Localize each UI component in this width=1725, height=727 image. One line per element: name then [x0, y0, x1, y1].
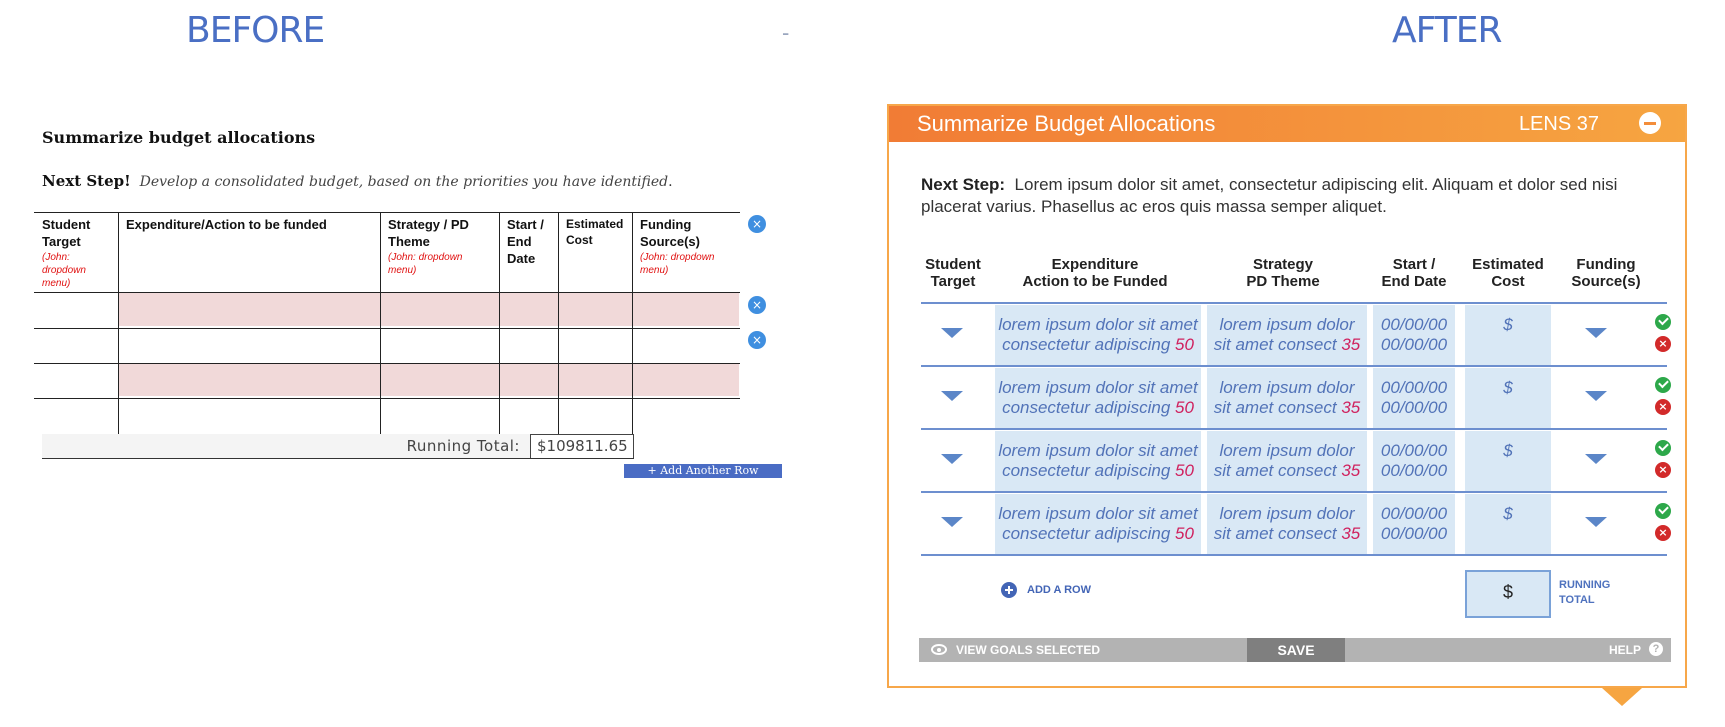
delete-row-icon[interactable]: ×	[1655, 336, 1671, 352]
cost-cell[interactable]: $	[1503, 315, 1513, 334]
remove-row-icon[interactable]: ×	[748, 296, 766, 314]
after-heading: AFTER	[1392, 10, 1502, 51]
confirm-row-icon[interactable]	[1655, 503, 1671, 519]
date-cell[interactable]: 00/00/00 00/00/00	[1380, 441, 1448, 480]
delete-row-icon[interactable]: ×	[1655, 462, 1671, 478]
next-step-label: Next Step:	[921, 175, 1006, 194]
cost-cell[interactable]: $	[1503, 378, 1513, 397]
save-button[interactable]: SAVE	[1247, 638, 1345, 662]
table-row-highlight	[119, 293, 739, 326]
column-header-cost: Estimated Cost	[1472, 256, 1544, 290]
after-next-step	[921, 174, 1651, 218]
strategy-cell[interactable]: lorem ipsum dolor sit amet consect 35	[1213, 441, 1361, 480]
next-step-text: Lorem ipsum dolor sit amet, consectetur adipiscing elit. Aliquam et dolor sed nisi placerat varius. Phasellus ac eros quis massa semper aliquet.	[921, 175, 1618, 216]
add-row-label: ADD A ROW	[1027, 584, 1091, 596]
student-target-dropdown-icon[interactable]	[941, 328, 963, 338]
collapse-icon[interactable]	[1639, 112, 1661, 134]
date-cell[interactable]: 00/00/00 00/00/00	[1380, 315, 1448, 354]
before-title: Summarize budget allocations	[42, 128, 316, 147]
running-total-value: $109811.65	[530, 434, 634, 458]
panel-pointer	[1602, 688, 1642, 706]
help-button[interactable]: HELP	[1608, 643, 1641, 657]
panel-footer	[919, 638, 1671, 662]
expenditure-cell[interactable]: lorem ipsum dolor sit amet consectetur adipiscing 50	[998, 378, 1198, 417]
column-header-student-target: Student Target	[925, 256, 981, 290]
remove-row-icon[interactable]: ×	[748, 331, 766, 349]
column-header-strategy: Strategy PD Theme	[1246, 256, 1320, 290]
column-header-funding: Funding Source(s)	[1571, 256, 1641, 290]
expenditure-cell[interactable]: lorem ipsum dolor sit amet consectetur adipiscing 50	[998, 504, 1198, 543]
remove-row-icon[interactable]: ×	[748, 215, 766, 233]
running-total-value: $	[1465, 570, 1551, 618]
before-running-total	[42, 434, 634, 459]
row-divider	[921, 554, 1667, 556]
column-header-strategy: Strategy / PD Theme (John: dropdown menu)	[388, 217, 469, 276]
column-header-cost: Estimated Cost	[566, 217, 624, 247]
delete-row-icon[interactable]: ×	[1655, 525, 1671, 541]
before-next-step-label: Next Step!	[42, 172, 131, 190]
expenditure-cell[interactable]: lorem ipsum dolor sit amet consectetur adipiscing 50	[998, 315, 1198, 354]
funding-source-dropdown-icon[interactable]	[1585, 328, 1607, 338]
running-total-label: Running Total:	[406, 437, 520, 455]
heading-separator: -	[782, 20, 790, 45]
column-header-funding: Funding Source(s) (John: dropdown menu)	[640, 217, 715, 276]
row-divider	[921, 365, 1667, 367]
confirm-row-icon[interactable]	[1655, 377, 1671, 393]
budget-panel	[887, 104, 1687, 688]
strategy-cell[interactable]: lorem ipsum dolor sit amet consect 35	[1213, 504, 1361, 543]
view-goals-selected-button[interactable]: VIEW GOALS SELECTED	[956, 643, 1101, 657]
expenditure-cell[interactable]: lorem ipsum dolor sit amet consectetur adipiscing 50	[998, 441, 1198, 480]
date-cell[interactable]: 00/00/00 00/00/00	[1380, 378, 1448, 417]
funding-source-dropdown-icon[interactable]	[1585, 391, 1607, 401]
strategy-cell[interactable]: lorem ipsum dolor sit amet consect 35	[1213, 378, 1361, 417]
before-next-step-text: Develop a consolidated budget, based on the priorities you have identified	[139, 174, 669, 190]
cost-cell[interactable]: $	[1503, 441, 1513, 460]
before-next-step: Next Step! Develop a consolidated budget, based on the priorities you have identified.	[42, 172, 673, 190]
date-cell[interactable]: 00/00/00 00/00/00	[1380, 504, 1448, 543]
running-total-label: RUNNING TOTAL	[1559, 579, 1611, 606]
lens-label: LENS 37	[1518, 113, 1599, 135]
before-budget-table	[34, 212, 740, 434]
table-row-highlight	[119, 364, 739, 396]
panel-title: Summarize Budget Allocations	[917, 111, 1216, 136]
row-divider	[921, 428, 1667, 430]
column-header-dates: Start / End Date	[1381, 256, 1447, 290]
student-target-dropdown-icon[interactable]	[941, 391, 963, 401]
row-divider	[921, 302, 1667, 304]
cost-cell[interactable]: $	[1503, 504, 1513, 523]
student-target-dropdown-icon[interactable]	[941, 454, 963, 464]
confirm-row-icon[interactable]	[1655, 314, 1671, 330]
column-header-dates: Start / End Date	[507, 217, 544, 266]
plus-circle-icon	[1001, 582, 1017, 598]
student-target-dropdown-icon[interactable]	[941, 517, 963, 527]
funding-source-dropdown-icon[interactable]	[1585, 454, 1607, 464]
help-icon[interactable]: ?	[1649, 642, 1663, 656]
confirm-row-icon[interactable]	[1655, 440, 1671, 456]
row-divider	[921, 491, 1667, 493]
add-another-row-button[interactable]: + Add Another Row	[624, 464, 782, 478]
before-heading: BEFORE	[186, 10, 325, 51]
eye-icon	[931, 644, 947, 655]
strategy-cell[interactable]: lorem ipsum dolor sit amet consect 35	[1213, 315, 1361, 354]
funding-source-dropdown-icon[interactable]	[1585, 517, 1607, 527]
column-header-expenditure: Expenditure/Action to be funded	[126, 217, 327, 232]
column-header-student-target: Student Target (John: dropdown menu)	[42, 217, 91, 289]
panel-header	[889, 106, 1685, 142]
delete-row-icon[interactable]: ×	[1655, 399, 1671, 415]
column-header-expenditure: Expenditure Action to be Funded	[1022, 256, 1168, 290]
